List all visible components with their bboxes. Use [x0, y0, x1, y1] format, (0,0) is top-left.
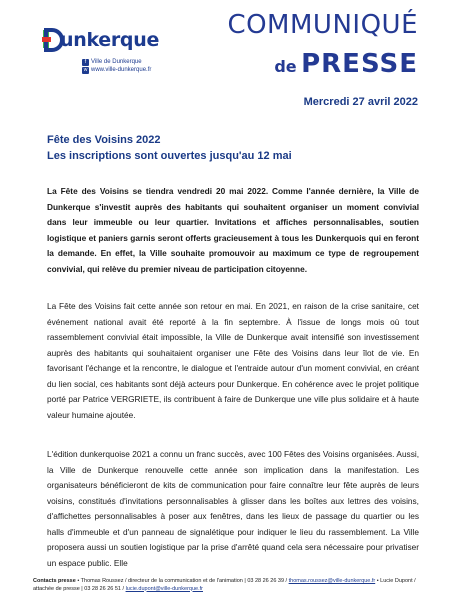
body-paragraph-2: La Fête des Voisins fait cette année son retour en mai. En 2021, en raison de la crise sanitaire, cet événement national avait été reporté à la fin septembre. À l'issue de longs mois où tout rassemblement convivial était impossible, la Ville de Dunkerque avait intensifié son investissement auprès des habitants qui souhaitaient organiser une Fête des Voisins dans leur îlot de vie. En favorisant l'échange et la rencontre, le dialogue et l'entraide autour d'un moment convivial, en créant du lien social, ces habitants sont déjà acteurs pour Dunkerque. En cohérence avec le projet politique porté par Patrice VERGRIETE, ils contribuent à faire de Dunkerque une ville plus solidaire et à haute valeur humaine ajoutée.	[47, 301, 419, 420]
release-date	[230, 96, 418, 108]
email-1-link[interactable]: thomas.roussez@ville-dunkerque.fr	[288, 578, 376, 584]
date-day-month-year: 27 avril 2022	[352, 96, 418, 108]
presse-word: PRESSE	[301, 49, 418, 79]
communique-heading: COMMUNIQUÉ	[227, 10, 418, 40]
body-paragraph-3: L'édition dunkerquoise 2021 a connu un franc succès, avec 100 Fêtes des Voisins organisées. Aussi, la Ville de Dunkerque renouvelle cette année son implication dans la manifestation. Les organisateurs bénéficieront de kits de communication pour faire connaître leur fête auprès de leurs voisins, constitués d'invitations personnalisables à glisser dans les boîtes aux lettres des voisins, d'affichettes personnalisables à poser aux fenêtres, dans les lieux de passage du quartier ou les halls d'immeuble et d'un panneau de signalétique pour indiquer le lieu du rassemblement. La Ville proposera aussi un soutien logistique par la prise d'arrêté quand cela sera nécessaire pour privatiser un espace public. Elle	[47, 449, 419, 568]
web-icon[interactable]: w	[83, 66, 88, 73]
presse-heading	[200, 49, 418, 79]
release-title: Fête des Voisins 2022	[47, 134, 161, 146]
facebook-icon[interactable]: f	[82, 59, 89, 66]
contact-2: • Lucie Dupont / attachée de presse | 03 28 26 26 51 /	[33, 578, 416, 592]
facebook-link[interactable]: Ville de Dunkerque	[91, 59, 142, 65]
date-weekday: Mercredi	[303, 96, 350, 108]
intro-paragraph: La Fête des Voisins se tiendra vendredi 20 mai 2022. Comme l'année dernière, la Ville de Dunkerque s'investit auprès des habitants qui souhaitent organiser un moment convivial dans leur immeuble ou leur quartier. Invitations et affiches personnalisables, soutien logistique et paniers garnis seront offerts gracieusement à tous les Dunkerquois qui en feront la demande. En effet, la Ville souhaite promouvoir au maximum ce type de regroupement convivial, qui relève du premier niveau de participation citoyenne.	[47, 186, 419, 274]
de-word: de	[274, 57, 297, 76]
social-links	[82, 58, 151, 74]
contacts-label: Contacts presse	[33, 578, 76, 584]
contact-1: • Thomas Roussez / directeur de la communication et de l'animation | 03 28 26 26 39 /	[75, 578, 289, 584]
release-subtitle: Les inscriptions sont ouvertes jusqu'au 12 mai	[47, 150, 292, 162]
press-contacts-footer	[33, 578, 423, 593]
logo-wordmark: unkerque	[60, 29, 160, 51]
dunkerque-logo[interactable]	[42, 27, 160, 55]
email-2-link[interactable]: lucie.dupont@ville-dunkerque.fr	[125, 585, 203, 592]
website-link[interactable]: www.ville-dunkerque.fr	[91, 67, 152, 73]
